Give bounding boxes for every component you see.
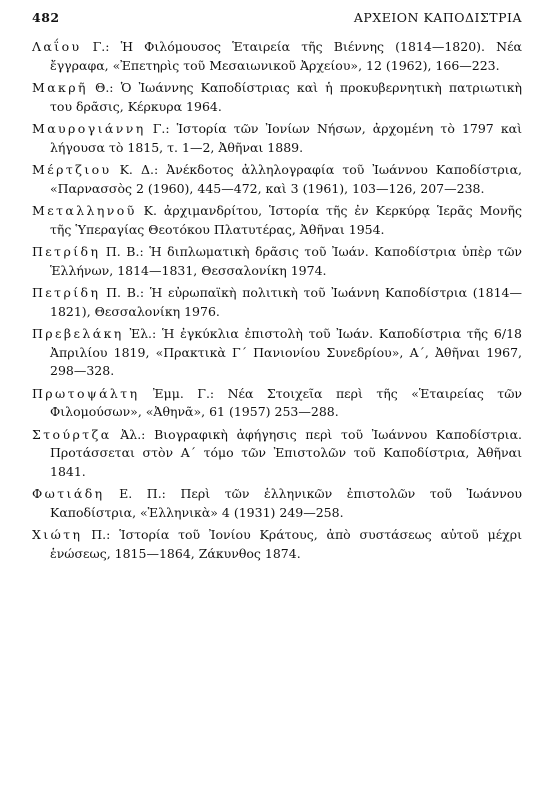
entry-text: Π.: Ἱστορία τοῦ Ἰονίου Κράτους, ἀπὸ συστάσεως αὐτοῦ μέχρι ἑνώσεως, 1815—1864, Ζάκυνθος 1874. xyxy=(50,527,522,561)
entry-author: Πετρίδη xyxy=(32,285,101,300)
bibliography-entry xyxy=(32,485,522,522)
book-page xyxy=(32,10,522,567)
entry-text: Ε. Π.: Περὶ τῶν ἑλληνικῶν ἐπιστολῶν τοῦ Ἰωάννου Καποδίστρια, «Ἑλληνικὰ» 4 (1931) 249—258. xyxy=(50,486,522,520)
entry-text: Κ. Δ.: Ἀνέκδοτος ἀλληλογραφία τοῦ Ἰωάννου Καποδίστρια, «Παρνασσὸς 2 (1960), 445—472, καὶ 3 (1961), 103—126, 207—238. xyxy=(50,162,522,196)
entry-text: Ἀλ.: Βιογραφικὴ ἀφήγησις περὶ τοῦ Ἰωάννου Καποδίστρια. Προτάσσεται στὸν Α΄ τόμο τῶν Ἐπιστολῶν τοῦ Καποδίστρια, Ἀθῆναι 1841. xyxy=(50,426,522,479)
bibliography-entry xyxy=(32,526,522,563)
bibliography-entry xyxy=(32,161,522,198)
bibliography-list xyxy=(32,38,522,563)
entry-author: Χιώτη xyxy=(32,527,83,542)
entry-author: Μαυρογιάννη xyxy=(32,121,146,136)
entry-text: Κ. ἀρχιμανδρίτου, Ἱστορία τῆς ἐν Κερκύρᾳ Ἱερᾶς Μονῆς τῆς Ὑπεραγίας Θεοτόκου Πλατυτέρας, Ἀθῆναι 1954. xyxy=(50,203,522,237)
entry-text: Ἐμμ. Γ.: Νέα Στοιχεῖα περὶ τῆς «Ἑταιρείας τῶν Φιλομούσων», «Ἀθηνᾶ», 61 (1957) 253—288. xyxy=(50,385,522,419)
bibliography-entry xyxy=(32,38,522,75)
entry-text: Γ.: Ἱστορία τῶν Ἰονίων Νήσων, ἀρχομένη τὸ 1797 καὶ λήγουσα τὸ 1815, τ. 1—2, Ἀθῆναι 1889. xyxy=(50,121,522,155)
entry-author: Λαΐου xyxy=(32,39,82,54)
page-number: 482 xyxy=(32,10,60,25)
bibliography-entry xyxy=(32,325,522,381)
entry-author: Πετρίδη xyxy=(32,244,101,259)
running-head: ΑΡΧΕΙΟΝ ΚΑΠΟΔΙΣΤΡΙΑ xyxy=(353,10,522,25)
entry-text: Θ.: Ὁ Ἰωάννης Καποδίστριας καὶ ἡ προκυβερνητικὴ πατριωτικὴ του δρᾶσις, Κέρκυρα 1964. xyxy=(50,80,522,114)
entry-text: Π. Β.: Ἡ εὐρωπαϊκὴ πολιτικὴ τοῦ Ἰωάννη Καποδίστρια (1814—1821), Θεσσαλονίκη 1976. xyxy=(50,285,522,319)
entry-author: Πρεβελάκη xyxy=(32,326,124,341)
entry-author: Πρωτοψάλτη xyxy=(32,385,140,401)
entry-text: Γ.: Ἡ Φιλόμουσος Ἑταιρεία τῆς Βιέννης (1814—1820). Νέα ἔγγραφα, «Ἐπετηρὶς τοῦ Μεσαιωνικοῦ Ἀρχείου», 12 (1962), 166—223. xyxy=(50,39,522,73)
entry-text: Π. Β.: Ἡ διπλωματικὴ δρᾶσις τοῦ Ἰωάν. Καποδίστρια ὑπὲρ τῶν Ἑλλήνων, 1814—1831, Θεσσαλονίκη 1974. xyxy=(50,244,522,278)
entry-author: Φωτιάδη xyxy=(32,486,105,501)
bibliography-entry xyxy=(32,284,522,321)
entry-author: Στούρτζα xyxy=(32,426,112,442)
bibliography-entry xyxy=(32,120,522,157)
bibliography-entry xyxy=(32,385,522,422)
entry-text: Ἐλ.: Ἡ ἐγκύκλια ἐπιστολὴ τοῦ Ἰωάν. Καποδίστρια τῆς 6/18 Ἀπριλίου 1819, «Πρακτικὰ Γ΄ Πανιονίου Συνεδρίου», Α΄, Ἀθῆναι 1967, 298—328. xyxy=(50,326,522,378)
entry-author: Μεταλληνοῦ xyxy=(32,203,137,218)
page-header xyxy=(32,10,522,28)
bibliography-entry xyxy=(32,426,522,482)
bibliography-entry xyxy=(32,202,522,239)
bibliography-entry xyxy=(32,243,522,280)
entry-author: Μακρῆ xyxy=(32,80,88,95)
bibliography-entry xyxy=(32,79,522,116)
entry-author: Μέρτζιου xyxy=(32,162,112,177)
